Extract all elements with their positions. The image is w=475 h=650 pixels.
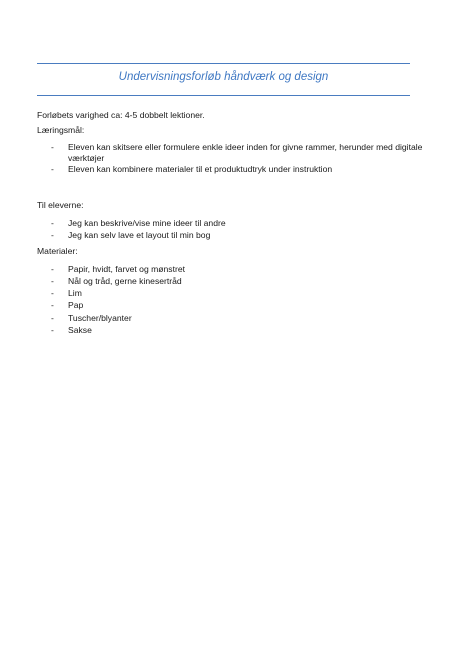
- title-rule-top: [37, 63, 410, 64]
- bullet-dash: -: [51, 288, 54, 299]
- list-item: [37, 164, 437, 175]
- list-item: [37, 324, 437, 336]
- bullet-dash: -: [51, 263, 54, 274]
- spacer: [37, 175, 437, 200]
- bullet-dash: -: [51, 300, 54, 311]
- duration-text: Forløbets varighed ca: 4-5 dobbelt lektioner.: [37, 110, 205, 120]
- material-text: Pap: [68, 300, 84, 311]
- goal-text: Eleven kan kombinere materialer til et produktudtryk under instruktion: [68, 164, 333, 174]
- bullet-dash: -: [51, 164, 54, 174]
- document-body: [37, 110, 437, 336]
- bullet-dash: -: [51, 312, 54, 323]
- material-text: Tuscher/blyanter: [68, 312, 132, 323]
- list-item: [37, 275, 437, 287]
- document-title: Undervisningsforløb håndværk og design: [118, 71, 329, 83]
- list-item: [37, 287, 437, 299]
- bullet-dash: -: [51, 230, 54, 241]
- goal-text: Eleven kan skitsere eller formulere enkle ideer inden for givne rammer, herunder med digitale værktøjer: [68, 142, 423, 163]
- bullet-dash: -: [51, 218, 54, 228]
- material-text: Lim: [68, 288, 82, 299]
- list-item: [37, 263, 437, 275]
- material-text: Papir, hvidt, farvet og mønstret: [68, 263, 186, 274]
- bullet-dash: -: [51, 142, 54, 152]
- list-item: [37, 217, 437, 229]
- students-heading: Til eleverne:: [37, 200, 84, 210]
- title-rule-bottom: [37, 95, 410, 96]
- students-list: [37, 217, 437, 242]
- goals-heading: Læringsmål:: [37, 125, 85, 135]
- material-text: Sakse: [68, 325, 92, 336]
- list-item: [37, 312, 437, 324]
- goals-list: [37, 142, 437, 175]
- list-item: [37, 299, 437, 311]
- materials-list: [37, 263, 437, 337]
- list-item: [37, 229, 437, 241]
- bullet-dash: -: [51, 325, 54, 336]
- student-statement: Jeg kan beskrive/vise mine ideer til andre: [68, 218, 226, 228]
- materials-heading: Materialer:: [37, 245, 78, 256]
- bullet-dash: -: [51, 275, 54, 286]
- material-text: Nål og tråd, gerne kinesertråd: [68, 275, 182, 286]
- list-item: [37, 142, 437, 164]
- student-statement: Jeg kan selv lave et layout til min bog: [68, 230, 211, 241]
